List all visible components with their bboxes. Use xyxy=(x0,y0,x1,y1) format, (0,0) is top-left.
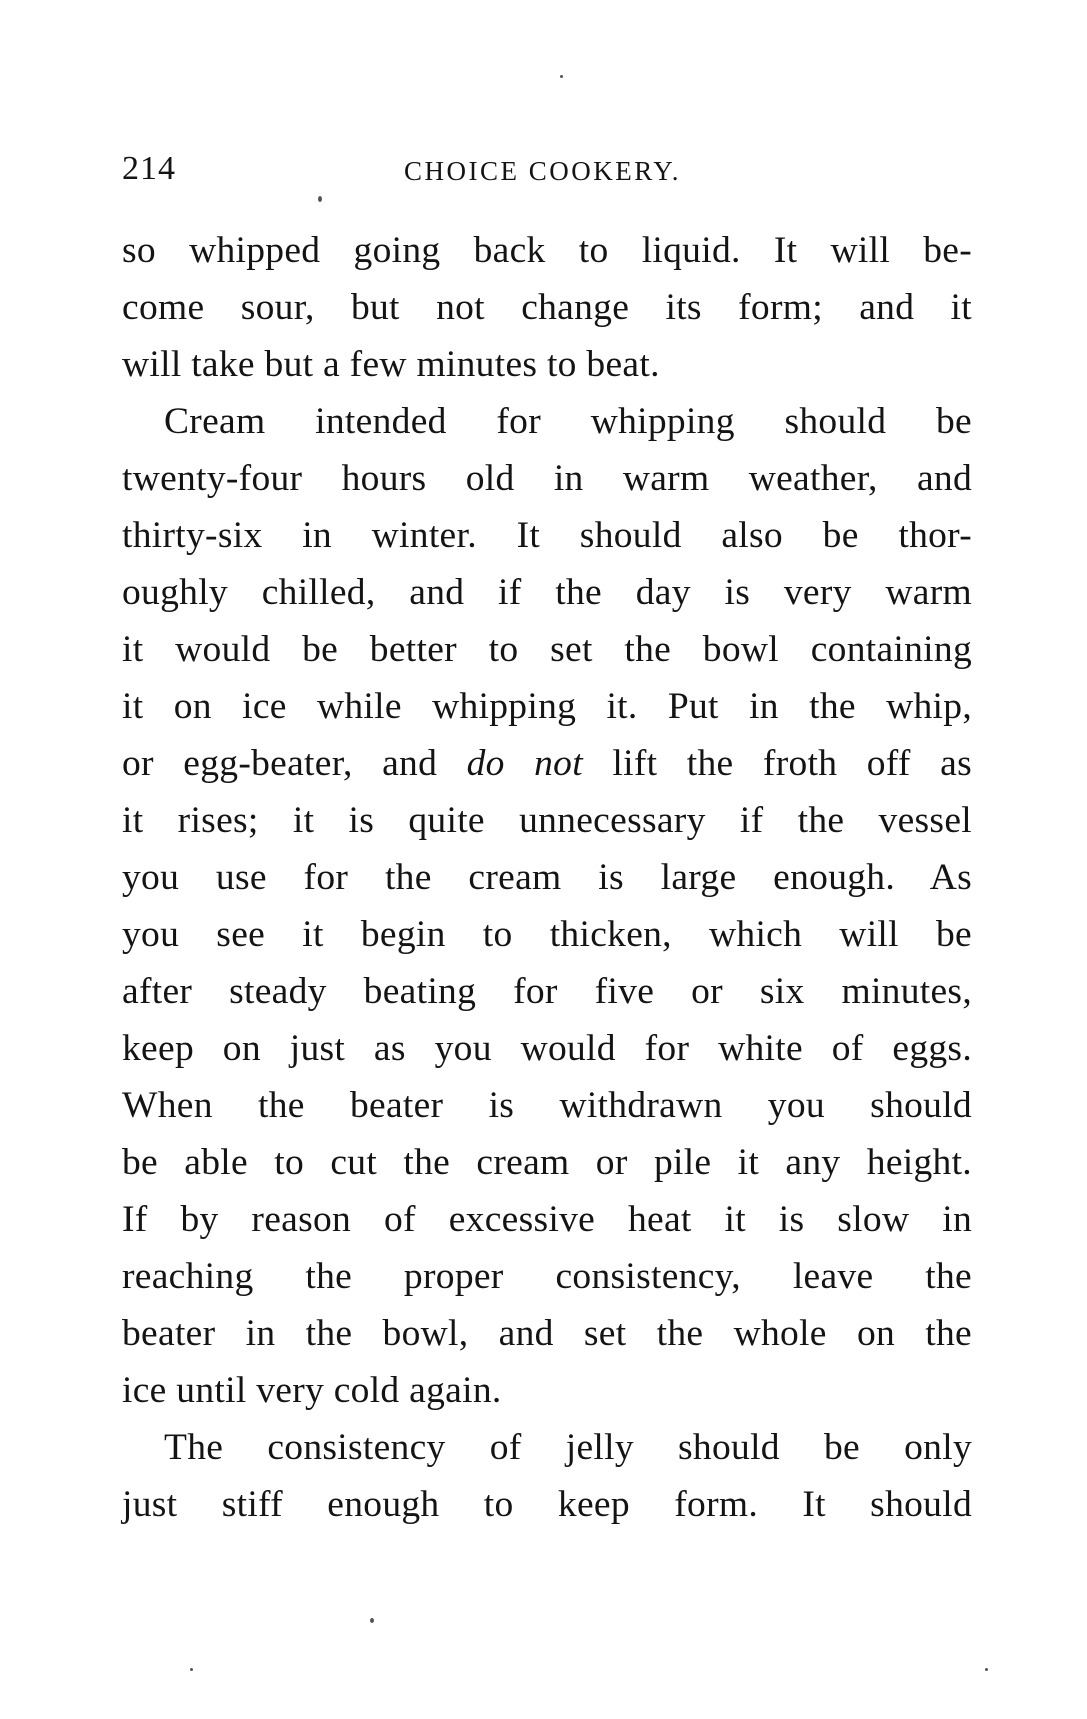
text-line-with-emphasis xyxy=(122,735,972,792)
text-line: it on ice while whipping it. Put in the whip, xyxy=(122,686,972,727)
print-speck xyxy=(318,196,322,202)
text-line: you see it begin to thicken, which will be xyxy=(122,914,972,955)
running-head: CHOICE COOKERY. xyxy=(404,156,682,186)
print-speck xyxy=(985,1668,988,1671)
page-header xyxy=(122,150,972,200)
text-line: just stiff enough to keep form. It should xyxy=(122,1484,972,1525)
text-line: come sour, but not change its form; and it xyxy=(122,287,972,328)
text-line: it rises; it is quite unnecessary if the vessel xyxy=(122,800,972,841)
text-line: If by reason of excessive heat it is slow in xyxy=(122,1199,972,1240)
paragraph-start: The consistency of jelly should be only xyxy=(164,1427,972,1468)
text-line: keep on just as you would for white of eggs. xyxy=(122,1028,972,1069)
text-line: it would be better to set the bowl containing xyxy=(122,629,972,670)
text-line: ice until very cold again. xyxy=(122,1370,502,1411)
text-line: you use for the cream is large enough. As xyxy=(122,857,972,898)
text-line: reaching the proper consistency, leave the xyxy=(122,1256,972,1297)
text-line: will take but a few minutes to beat. xyxy=(122,344,660,385)
text-line: so whipped going back to liquid. It will be- xyxy=(122,230,972,271)
text-line: When the beater is withdrawn you should xyxy=(122,1085,972,1126)
text-line: after steady beating for five or six minutes, xyxy=(122,971,972,1012)
italic-emphasis: do not xyxy=(466,743,583,784)
text-line: twenty-four hours old in warm weather, and xyxy=(122,458,972,499)
body-text xyxy=(122,222,972,1533)
text-line: oughly chilled, and if the day is very warm xyxy=(122,572,972,613)
print-speck xyxy=(370,1618,374,1623)
page-number: 214 xyxy=(122,150,176,187)
print-speck xyxy=(190,1668,193,1671)
text-line: be able to cut the cream or pile it any height. xyxy=(122,1142,972,1183)
paragraph-start: Cream intended for whipping should be xyxy=(164,401,972,442)
text-segment: lift the froth off as xyxy=(612,743,972,784)
text-line: thirty-six in winter. It should also be thor- xyxy=(122,515,972,556)
print-speck xyxy=(560,75,563,78)
text-line: beater in the bowl, and set the whole on the xyxy=(122,1313,972,1354)
text-segment: or egg-beater, and xyxy=(122,743,438,784)
